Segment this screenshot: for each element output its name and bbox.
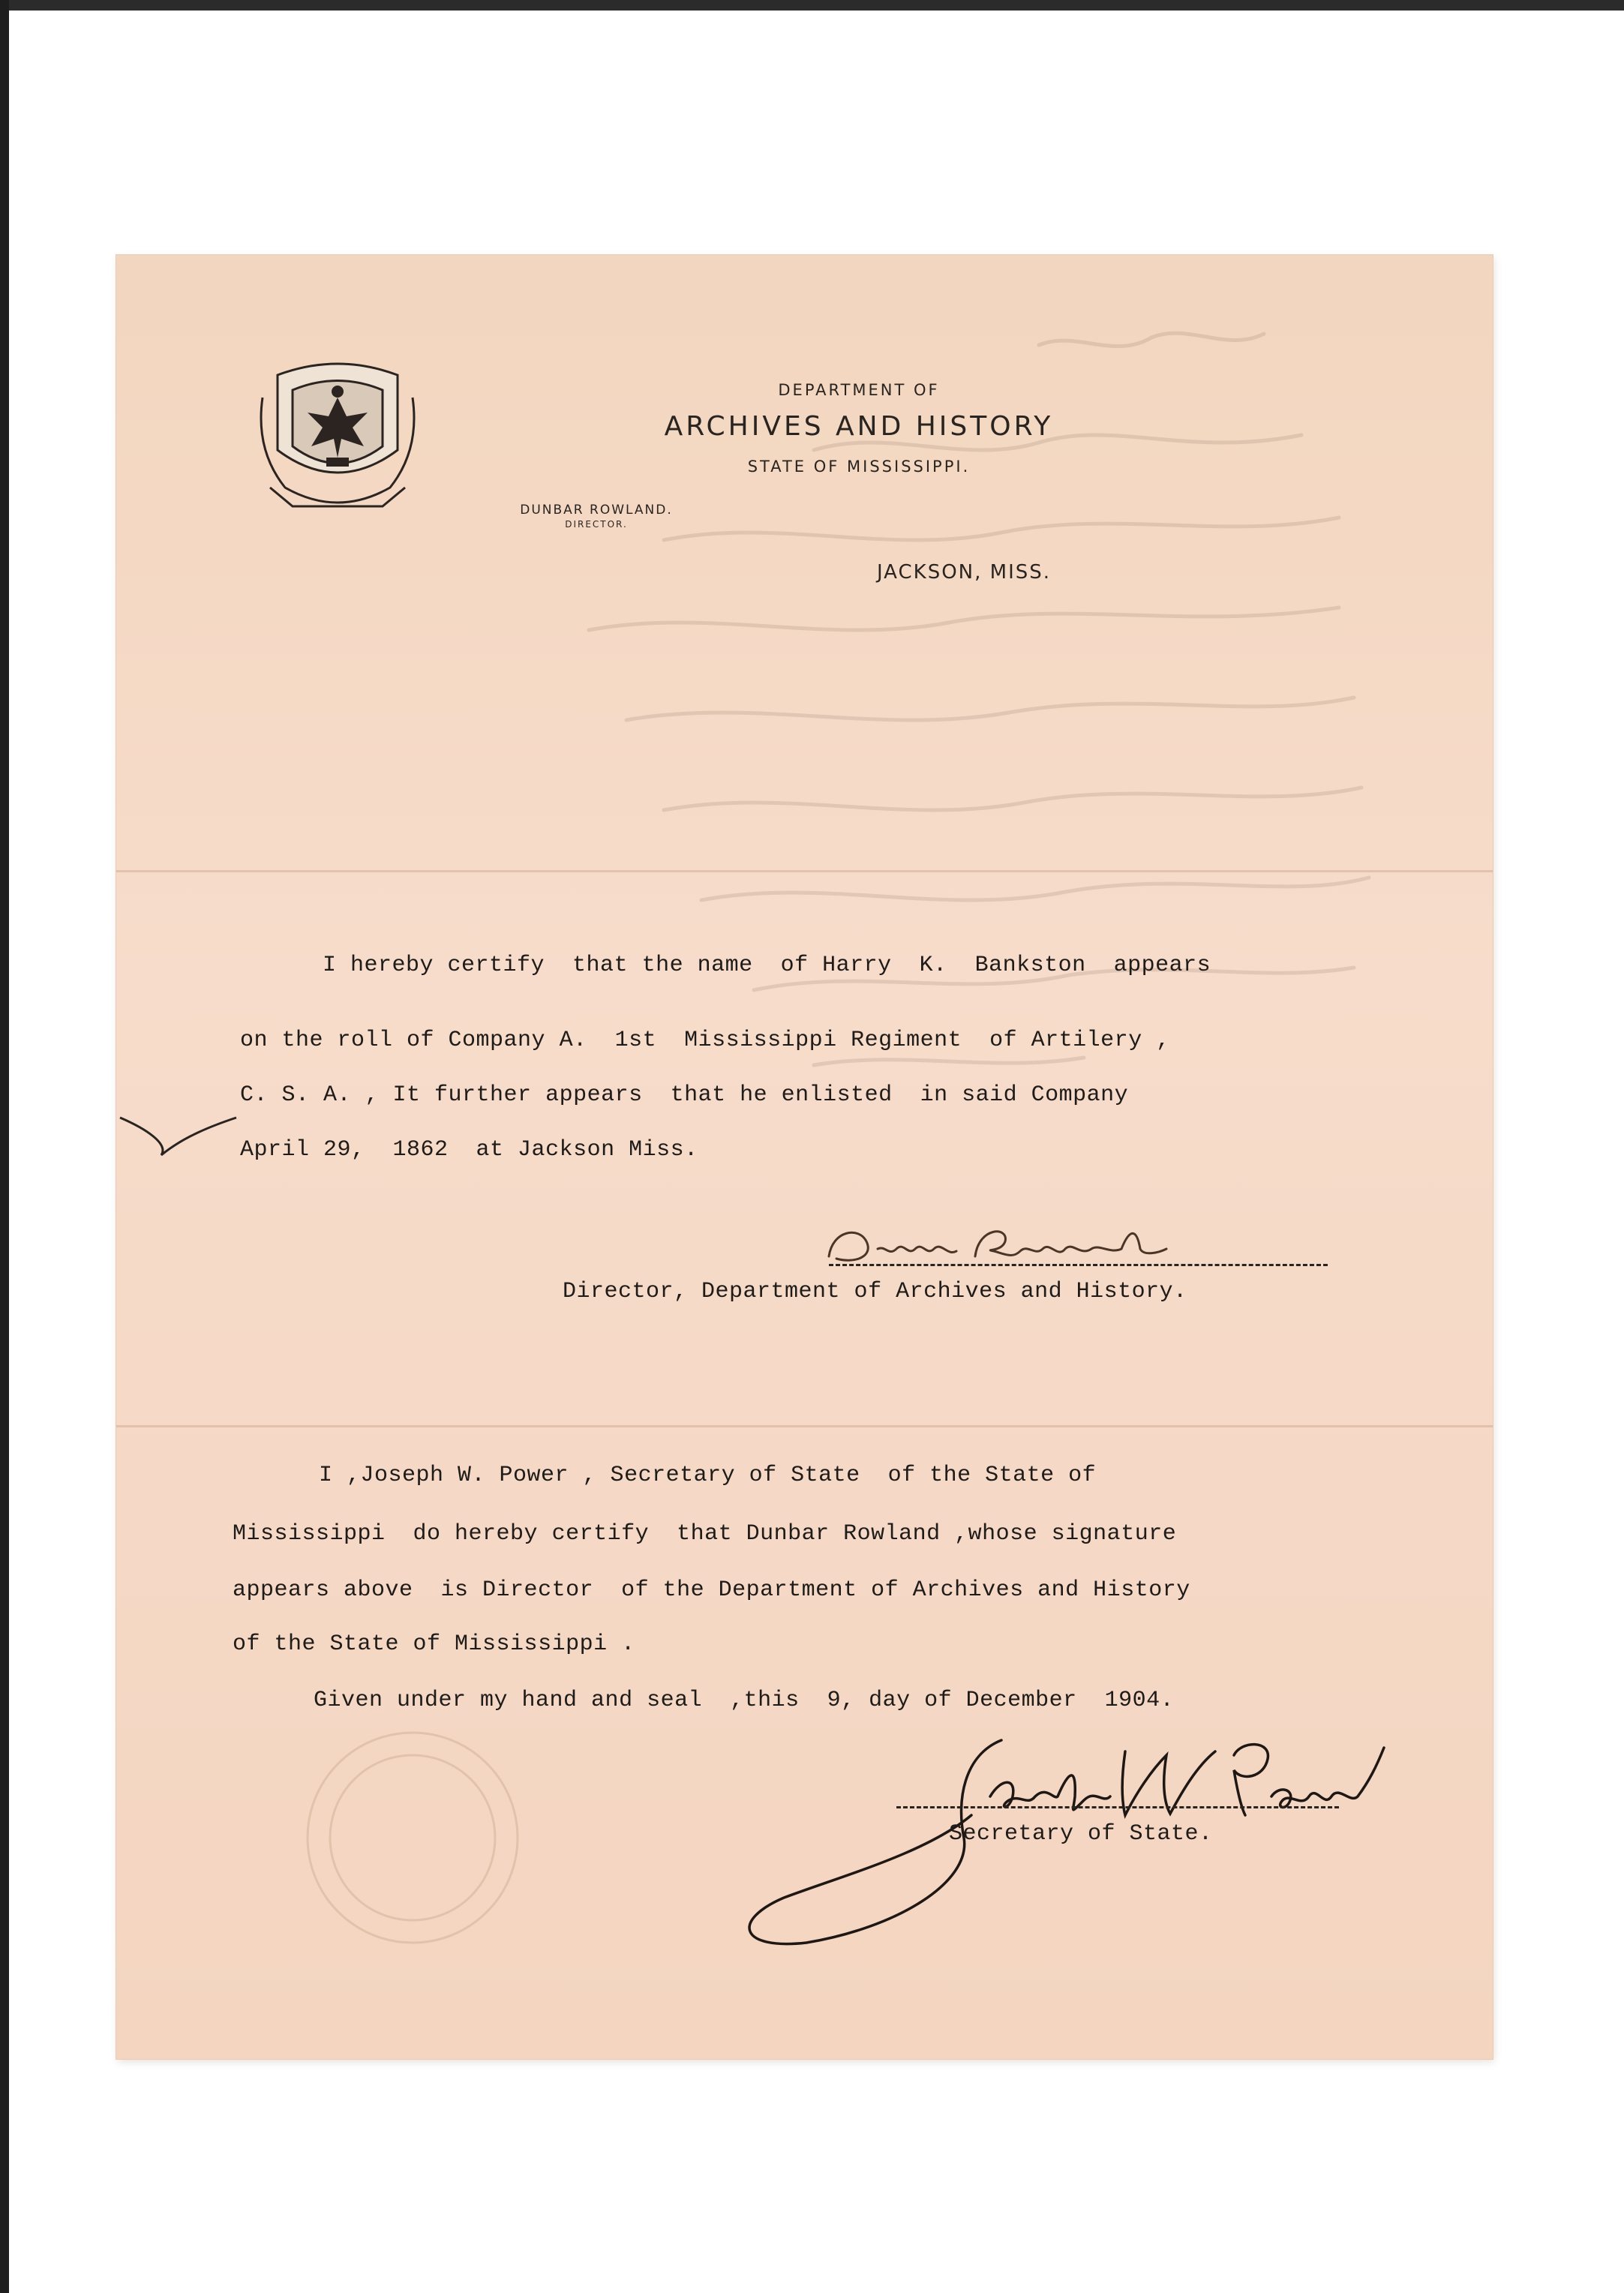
certificate-line: C. S. A. , It further appears that he enlisted in said Company xyxy=(240,1082,1129,1108)
director-signature-line xyxy=(829,1264,1328,1266)
certificate-line: April 29, 1862 at Jackson Miss. xyxy=(240,1137,698,1163)
letterhead-director-name: DUNBAR ROWLAND. xyxy=(520,503,673,518)
letterhead-state: STATE OF MISSISSIPPI. xyxy=(747,458,971,476)
letterhead-place: JACKSON, MISS. xyxy=(876,561,1052,584)
margin-check-mark xyxy=(116,1103,244,1163)
attestation-line: of the State of Mississippi . xyxy=(233,1631,635,1657)
certificate-line: I hereby certify that the name of Harry K. Bankston appears xyxy=(323,953,1211,978)
letterhead-director-title: DIRECTOR. xyxy=(565,519,628,530)
document-sheet xyxy=(116,255,1493,2059)
director-title: Director, Department of Archives and History. xyxy=(563,1279,1187,1304)
state-seal-crest xyxy=(248,345,428,525)
attestation-given-line: Given under my hand and seal ,this 9, day of December 1904. xyxy=(314,1688,1175,1713)
attestation-line: Mississippi do hereby certify that Dunbar Rowland ,whose signature xyxy=(233,1521,1177,1547)
letterhead-department: DEPARTMENT OF xyxy=(778,381,940,399)
attestation-line: appears above is Director of the Department of Archives and History xyxy=(233,1577,1190,1603)
director-signature xyxy=(814,1215,1189,1275)
embossed-seal xyxy=(289,1718,536,1958)
scan-left-border xyxy=(0,0,9,2293)
certificate-line: on the roll of Company A. 1st Mississippi Regiment of Artilery , xyxy=(240,1028,1170,1053)
attestation-line: I ,Joseph W. Power , Secretary of State of the State of xyxy=(319,1463,1097,1488)
paper-fold xyxy=(116,1425,1493,1427)
scan-top-border xyxy=(0,0,1624,11)
paper-fold xyxy=(116,870,1493,872)
letterhead-title: ARCHIVES AND HISTORY xyxy=(664,411,1054,442)
secretary-signature-line xyxy=(896,1806,1339,1808)
secretary-title: Secretary of State. xyxy=(949,1821,1213,1847)
